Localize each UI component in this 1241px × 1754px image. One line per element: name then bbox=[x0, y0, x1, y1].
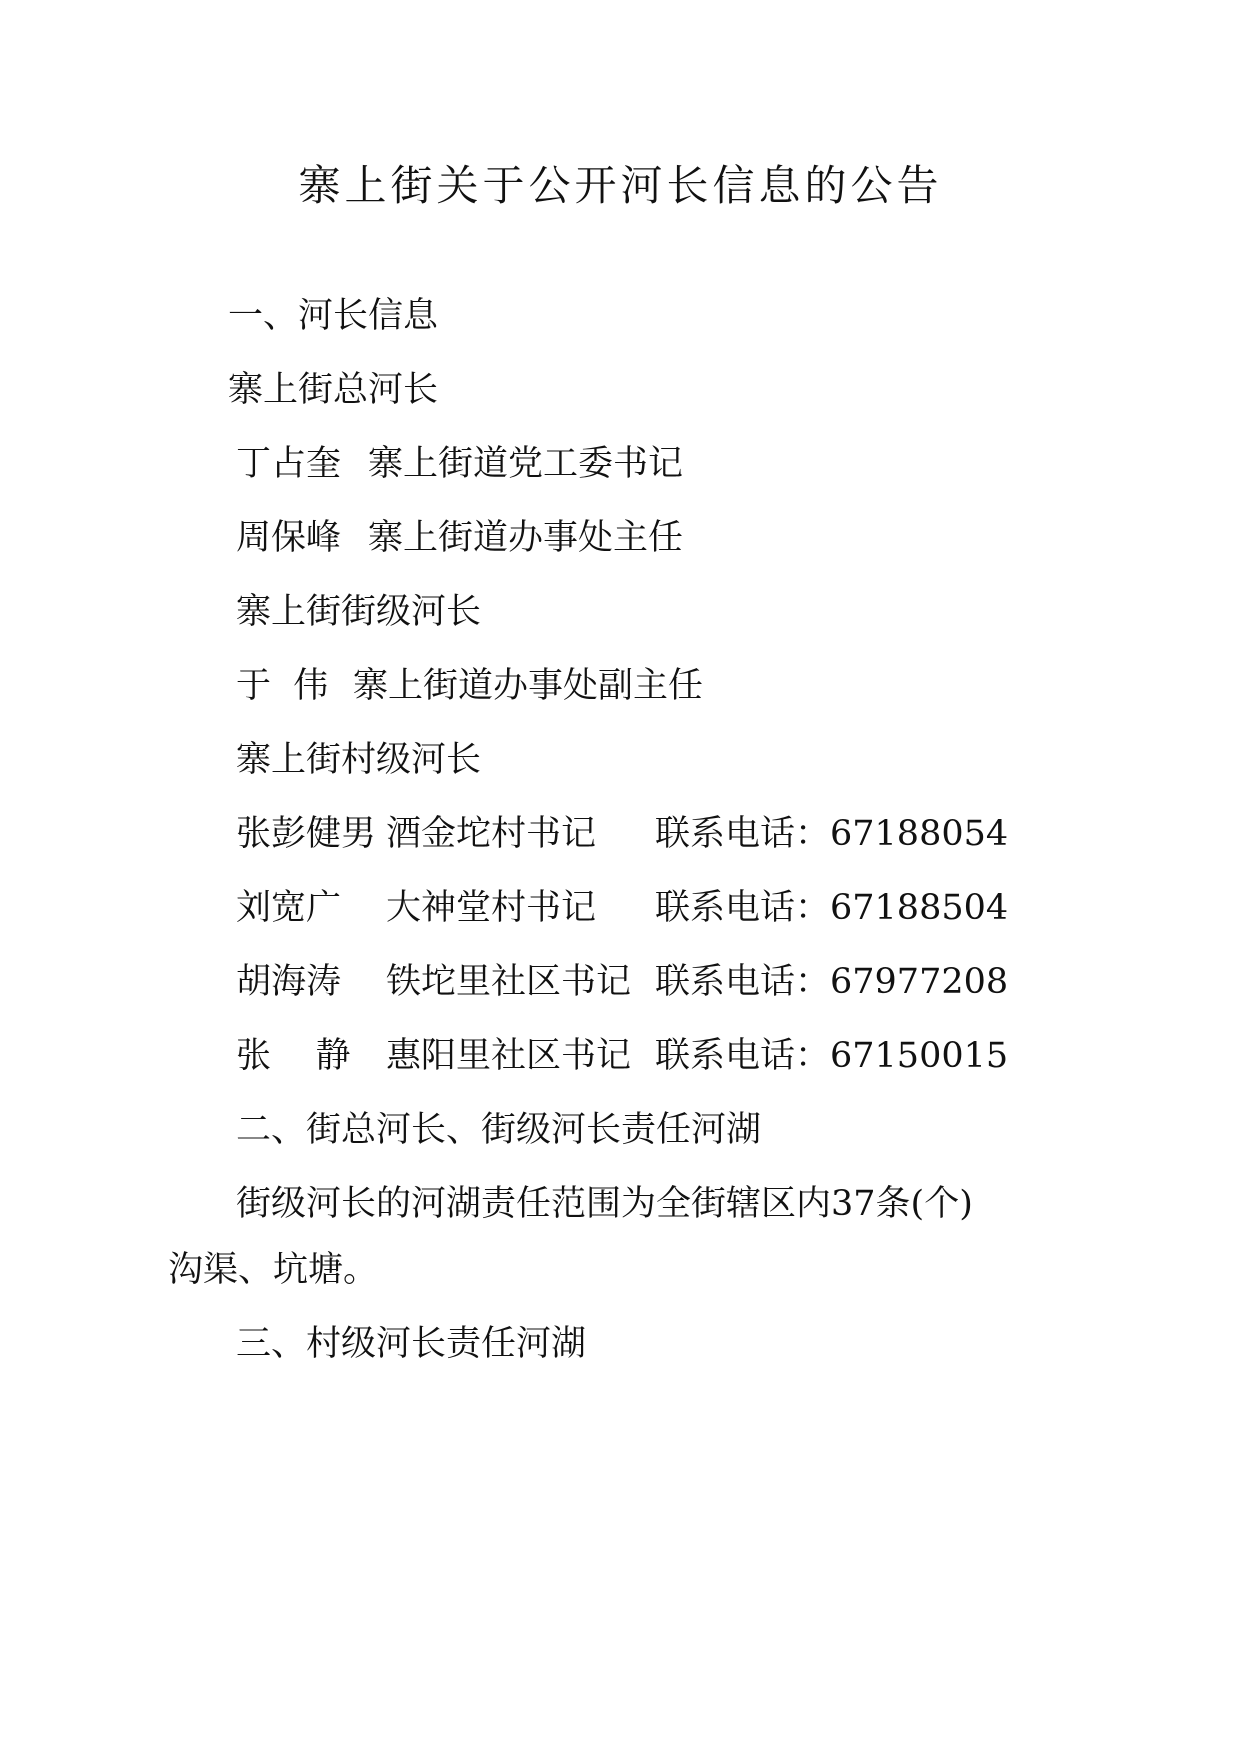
section2-paragraph-line1: 街级河长的河湖责任范围为全街辖区内37条(个) bbox=[236, 1184, 973, 1224]
chief-title: 酒金坨村书记 bbox=[386, 814, 597, 854]
chief-title: 寨上街道党工委书记 bbox=[368, 444, 684, 484]
village-river-chief-heading: 寨上街村级河长 bbox=[236, 740, 482, 780]
chief-title: 铁坨里社区书记 bbox=[386, 962, 632, 1002]
chief-title: 惠阳里社区书记 bbox=[386, 1036, 632, 1076]
chief-name: 张彭健男 bbox=[236, 814, 377, 854]
chief-phone: 联系电话：67977208 bbox=[655, 962, 1009, 1002]
chief-name: 于 伟 bbox=[236, 666, 329, 706]
section3-heading: 三、村级河长责任河湖 bbox=[236, 1324, 587, 1364]
chief-title: 大神堂村书记 bbox=[386, 888, 597, 928]
chief-name: 刘宽广 bbox=[236, 888, 342, 928]
chief-title: 寨上街道办事处副主任 bbox=[353, 666, 704, 706]
street-river-chief-heading: 寨上街街级河长 bbox=[236, 592, 482, 632]
chief-name: 丁占奎 bbox=[236, 444, 342, 484]
chief-title: 寨上街道办事处主任 bbox=[368, 518, 684, 558]
chief-name: 周保峰 bbox=[236, 518, 342, 558]
chief-name: 胡海涛 bbox=[236, 962, 342, 1002]
document-title: 寨上街关于公开河长信息的公告 bbox=[298, 161, 943, 210]
chief-name: 张 静 bbox=[236, 1036, 351, 1076]
chief-phone: 联系电话：67188054 bbox=[655, 814, 1009, 854]
section2-heading: 二、街总河长、街级河长责任河湖 bbox=[236, 1110, 762, 1150]
section1-heading: 一、河长信息 bbox=[228, 296, 439, 336]
chief-phone: 联系电话：67188504 bbox=[655, 888, 1009, 928]
general-river-chief-heading: 寨上街总河长 bbox=[228, 370, 439, 410]
chief-phone: 联系电话：67150015 bbox=[655, 1036, 1009, 1076]
section2-paragraph-line2: 沟渠、坑塘。 bbox=[168, 1250, 379, 1290]
